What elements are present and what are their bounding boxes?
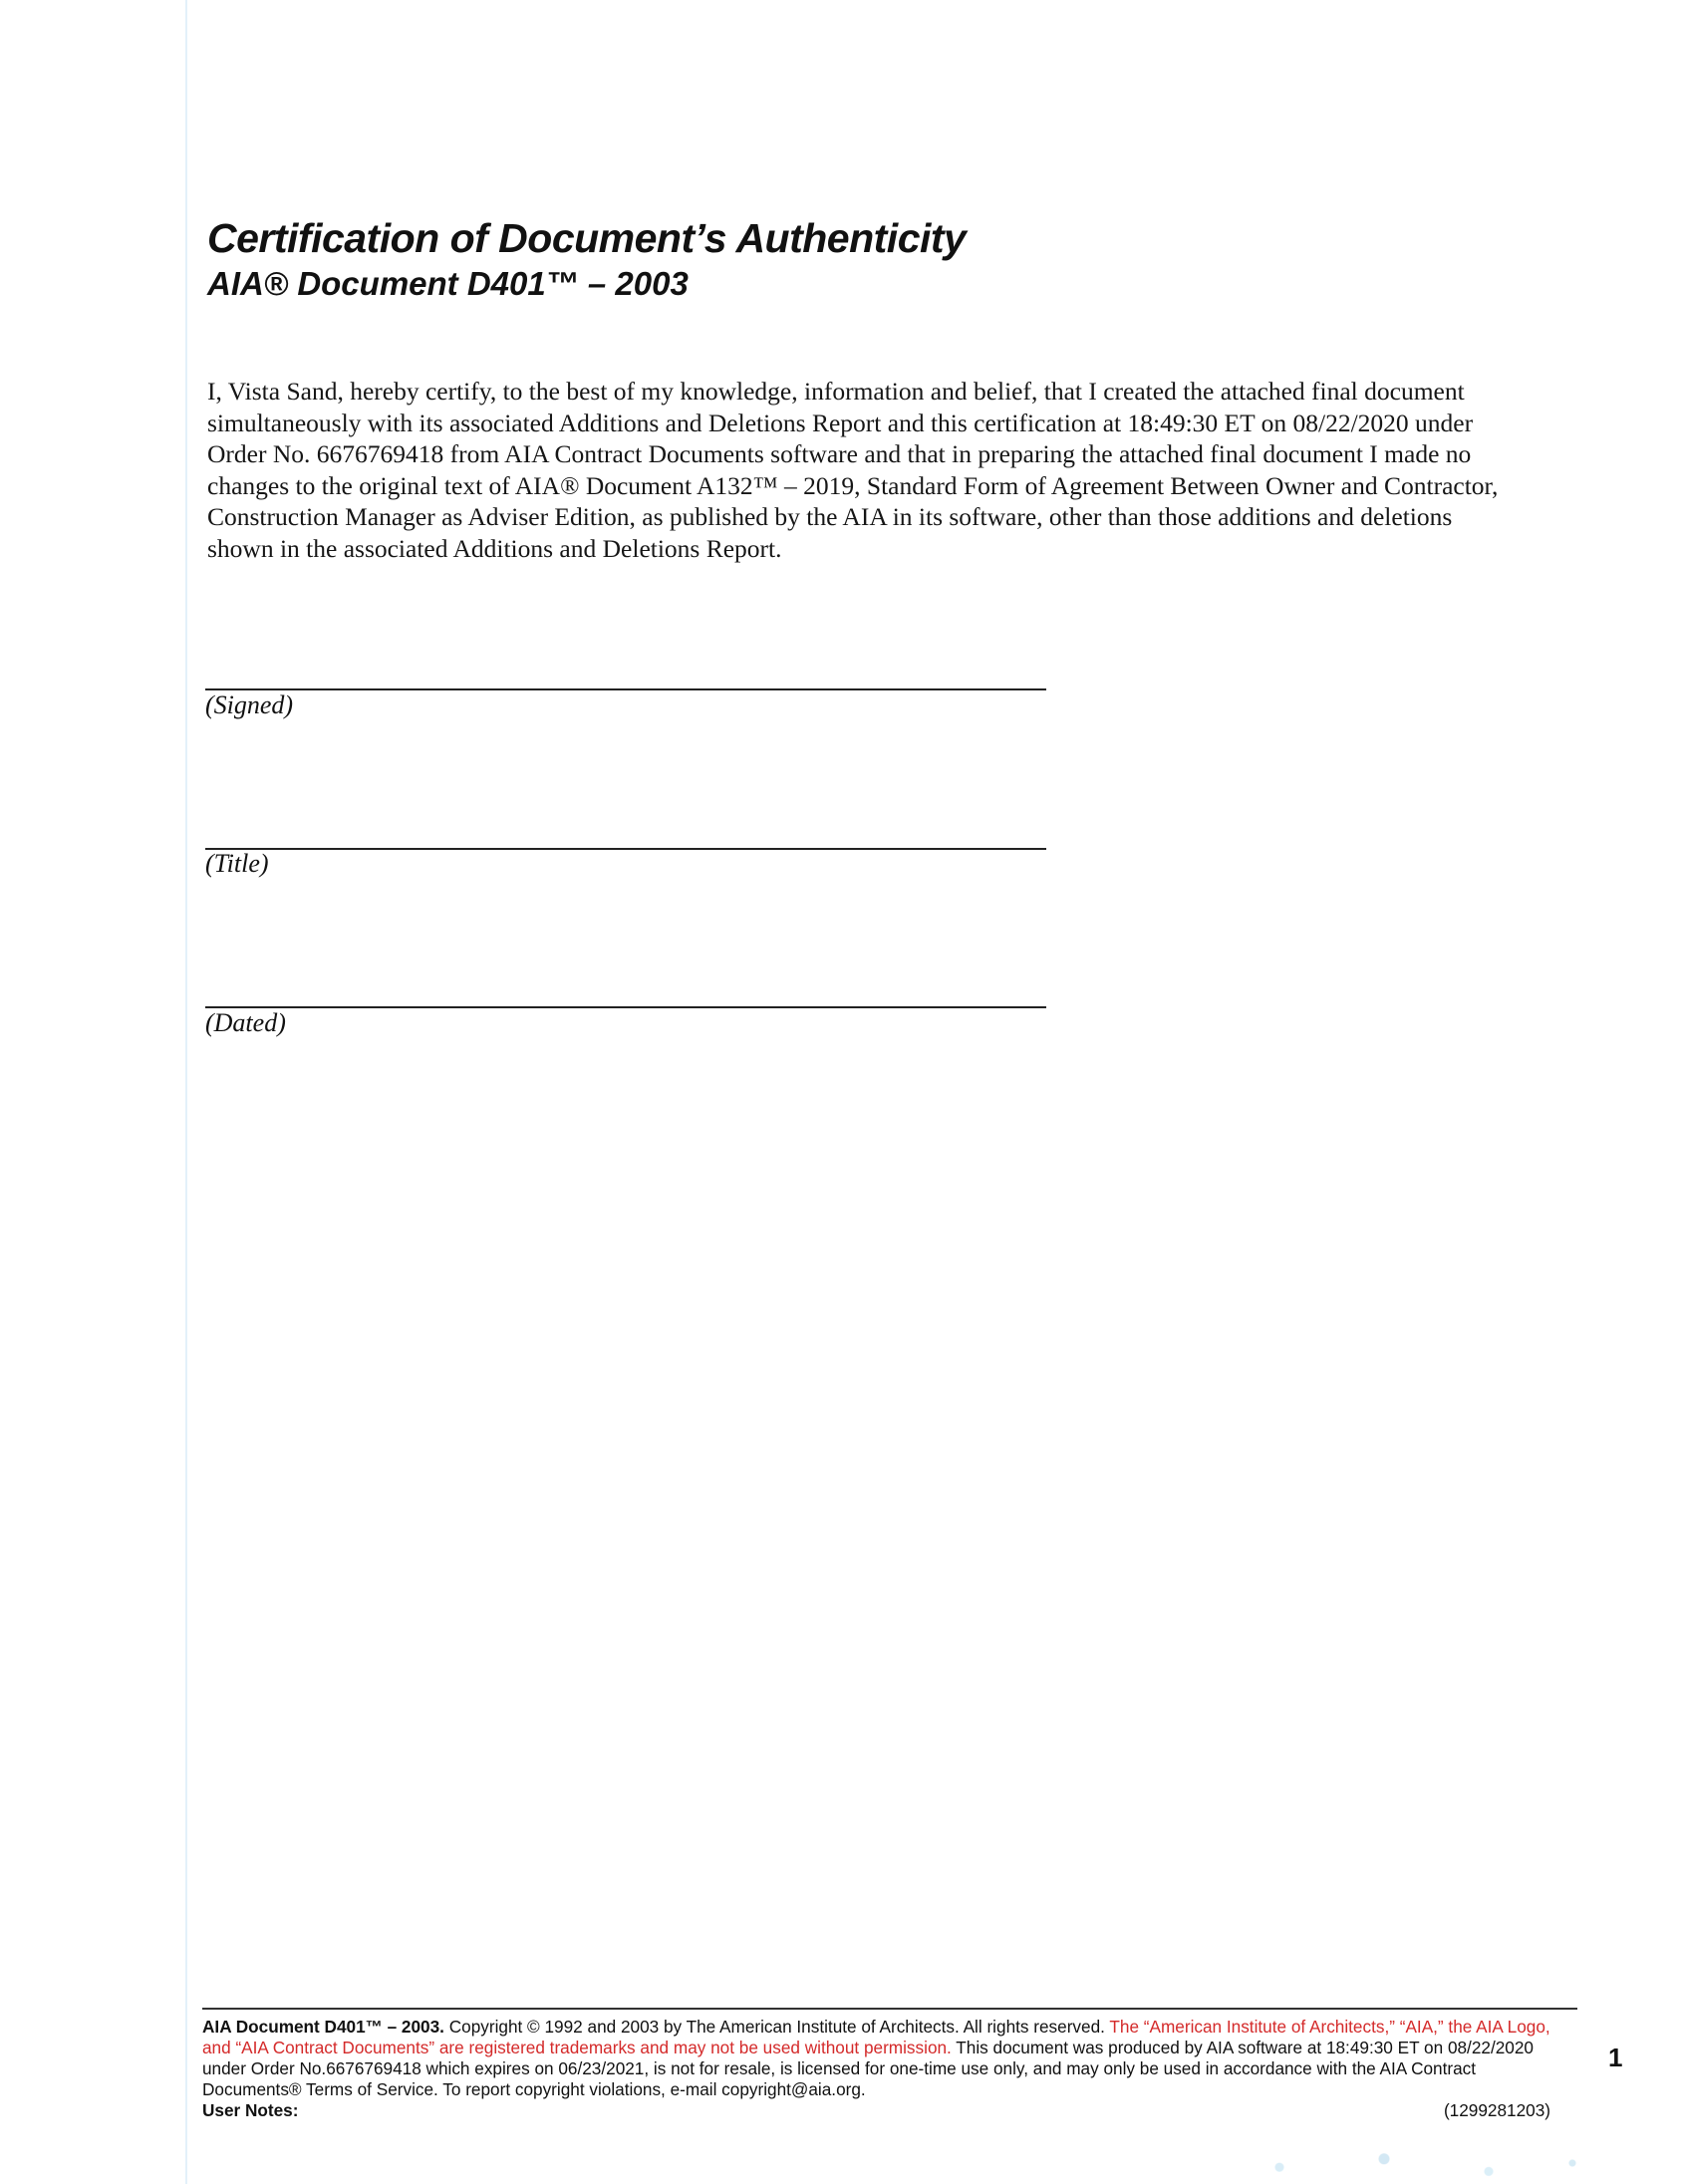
dated-line: [205, 1006, 1046, 1008]
title-line: [205, 848, 1046, 850]
signed-line: [205, 688, 1046, 690]
margin-line: [185, 0, 187, 2184]
footer-doc-label: AIA Document D401™ – 2003.: [202, 2017, 444, 2037]
dated-label: (Dated): [205, 1008, 286, 1037]
footer-trademark-notice: The “American Institute of Architects,” “AIA,” the AIA Logo, and “AIA Contract Documents” are registered trademarks and may not be used without permission.: [202, 2017, 1550, 2057]
document-subtitle: AIA® Document D401™ – 2003: [207, 265, 689, 302]
footer: [202, 2017, 1577, 2122]
scan-artifact: [1196, 2142, 1614, 2184]
document-title: Certification of Document’s Authenticity: [207, 215, 967, 261]
footer-notes-row: [202, 2100, 1577, 2122]
footer-copyright: [202, 2017, 1577, 2100]
page-number: 1: [1608, 2043, 1623, 2072]
document-id: (1299281203): [1443, 2100, 1550, 2120]
user-notes-label: User Notes:: [202, 2100, 299, 2120]
footer-license-text: This document was produced by AIA software at 18:49:30 ET on 08/22/2020 under Order No.6676769418 which expires on 06/23/2021, is not for resale, is licensed for one-time use only, and may only be used in accordance with the AIA Contract Documents® Terms of Service. To report copyright violations, e-mail copyright@aia.org.: [202, 2038, 1534, 2099]
footer-copyright-text: Copyright © 1992 and 2003 by The American Institute of Architects. All rights reserved.: [443, 2017, 1110, 2037]
footer-rule: [202, 2008, 1577, 2010]
title-label: (Title): [205, 849, 269, 878]
certification-text: I, Vista Sand, hereby certify, to the best of my knowledge, information and belief, that I created the attached final document simultaneously with its associated Additions and Deletions Report and this certification at 18:49:30 ET on 08/22/2020 under Order No. 6676769418 from AIA Contract Documents software and that in preparing the attached final document I made no changes to the original text of AIA® Document A132™ – 2019, Standard Form of Agreement Between Owner and Contractor, Construction Manager as Adviser Edition, as published by the AIA in its software, other than those additions and deletions shown in the associated Additions and Deletions Report.: [207, 377, 1499, 563]
signed-label: (Signed): [205, 690, 294, 719]
